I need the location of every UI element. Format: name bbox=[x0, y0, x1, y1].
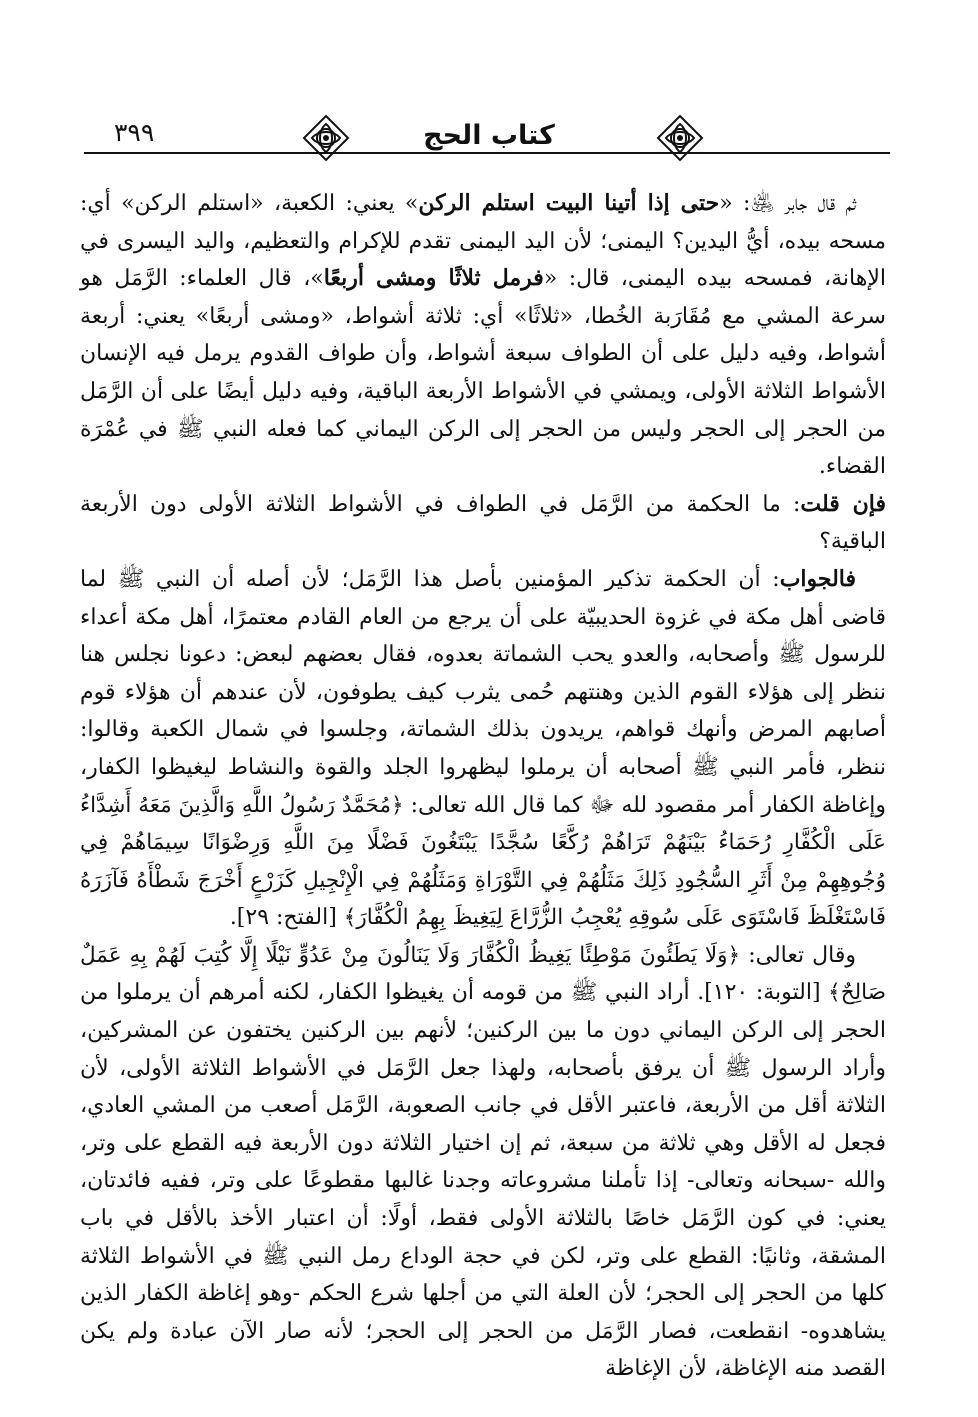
hadith-quote: حتى إذا أتينا البيت استلم الركن bbox=[418, 190, 720, 216]
paragraph bbox=[80, 185, 886, 486]
quran-verse: ﴿مُحَمَّدٌ رَسُولُ اللَّهِ وَالَّذِينَ مَعَهُ أَشِدَّاءُ عَلَى الْكُفَّارِ رُحَمَاءُ بَيْنَهُمْ تَرَاهُمْ رُكَّعًا سُجَّدًا يَبْتَغُونَ فَضْلًا مِنَ اللَّهِ وَرِضْوَانًا سِيمَاهُمْ فِي وُجُوهِهِمْ مِنْ أَثَرِ السُّجُودِ ذَلِكَ مَثَلُهُمْ فِي التَّوْرَاةِ وَمَثَلُهُمْ فِي الْإِنْجِيلِ كَزَرْعٍ أَخْرَجَ شَطْأَهُ فَآزَرَهُ فَاسْتَغْلَظَ فَاسْتَوَى عَلَى سُوقِهِ يُعْجِبُ الزُّرَّاعَ لِيَغِيظَ بِهِمُ الْكُفَّارَ﴾ bbox=[80, 792, 886, 931]
body-text bbox=[80, 185, 886, 1388]
text-run: ثم قال جابر ﵁: « bbox=[719, 191, 856, 216]
page-header bbox=[84, 112, 890, 174]
answer-heading: فالجواب bbox=[779, 565, 856, 592]
text-run: : أن الحكمة تذكير المؤمنين بأصل هذا الرَّمَل؛ لأن أصله أن النبي ﷺ لما قاضى أهل مكة في غزوة الحديبيّة على أن يرجع من العام القادم معتمرًا، أهل مكة أعداء للرسول ﷺ وأصحابه، والعدو يحب الشماتة بعدوه، فقال بعضهم لبعض: دعونا نجلس هنا ننظر إلى هؤلاء القوم الذين وهنتهم حُمى يثرب كيف يطوفون، لأن عندهم أن هؤلاء قوم أصابهم المرض وأنهك قواهم، يريدون بذلك الشماتة، وجلسوا في شمال الكعبة وقالوا: ننظر، فأمر النبي ﷺ أصحابه أن يرملوا ليظهروا الجلد والقوة والنشاط ليغيظوا الكفار، وإغاظة الكفار أمر مقصود لله ﷻ كما قال الله تعالى: bbox=[80, 566, 886, 818]
paragraph bbox=[80, 486, 886, 561]
question-heading: فإن قلت bbox=[800, 490, 886, 517]
paragraph bbox=[80, 561, 886, 937]
hadith-quote: فرمل ثلاثًا ومشى أربعًا bbox=[323, 265, 544, 292]
text-run: : ما الحكمة من الرَّمَل في الطواف في الأشواط الثلاثة الأولى دون الأربعة الباقية؟ bbox=[80, 491, 886, 555]
header-rule bbox=[84, 152, 890, 154]
paragraph bbox=[80, 937, 886, 1388]
text-run: وقال تعالى: bbox=[740, 942, 856, 968]
chapter-title: كتاب الحج bbox=[423, 120, 555, 151]
floral-ornament-icon bbox=[654, 112, 706, 164]
text-run: [التوبة: ١٢٠]. أراد النبي ﷺ من قومه أن يغيظوا الكفار، لكنه أمرهم أن يرملوا من الحجر إلى الركن اليماني دون ما بين الركنين؛ لأنهم بين الركنين يختفون عن المشركين، وأراد الرسول ﷺ أن يرفق بأصحابه، ولهذا جعل الرَّمَل في الأشواط الثلاثة الأولى، لأن الثلاثة أقل من الأربعة، فاعتبر الأقل في جانب الصعوبة، الرَّمَل أصعب من المشي العادي، فجعل له الأقل وهي ثلاثة من سبعة، ثم إن اختيار الثلاثة دون الأربعة فيه القطع على وتر، والله -سبحانه وتعالى- إذا تأملنا مشروعاته وجدنا غالبها مقطوعًا على وتر، ففيه فائدتان، يعني: في كون الرَّمَل خاصًا بالثلاثة الأولى فقط، أولًا: أن اعتبار الأخذ بالأقل في باب المشقة، وثانيًا: القطع على وتر، لكن في حجة الوداع رمل النبي ﷺ في الأشواط الثلاثة كلها من الحجر إلى الحجر؛ لأن العلة التي من أجلها شرع الحكم -وهو إغاظة الكفار الذين يشاهدوه- انقطعت، فصار الرَّمَل من الحجر إلى الحجر؛ لأنه صار الآن عبادة ولم يكن القصد منه الإغاظة، لأن الإغاظة bbox=[80, 980, 886, 1382]
quran-verse: ﴿وَلَا يَطَئُونَ مَوْطِئًا يَغِيظُ الْكُفَّارَ وَلَا يَنَالُونَ مِنْ عَدُوٍّ نَيْلًا إِلَّا كُتِبَ لَهُمْ بِهِ عَمَلٌ صَالِحٌ﴾ bbox=[80, 942, 886, 1006]
text-run: »، قال العلماء: الرَّمَل هو سرعة المشي مع مُقَارَبة الخُطا، «ثلاثًا» أي: ثلاثة أشواط، «ومشى أربعًا» يعني: أربعة أشواط، وفيه دليل على أن الطواف سبعة أشواط، وأن طواف القدوم يرمل فيه الإنسان الأشواط الثلاثة الأولى، ويمشي في الأشواط الأربعة الباقية، وفيه دليل أيضًا على أن الرَّمَل من الحجر إلى الحجر وليس من الحجر إلى الركن اليماني كما فعله النبي ﷺ في عُمْرَة القضاء. bbox=[80, 266, 886, 480]
verse-reference: [الفتح: ٢٩]. bbox=[229, 905, 344, 931]
page-number: ٣٩٩ bbox=[114, 118, 155, 147]
floral-ornament-icon bbox=[300, 112, 352, 164]
text-run: » يعني: الكعبة، «استلم الركن» أي: مسحه بيده، أيُّ اليدين؟ اليمنى؛ لأن اليد اليمنى تقدم للإكرام والتعظيم، واليد اليسرى في الإهانة، فمسحه بيده اليمنى، قال: « bbox=[80, 191, 887, 292]
